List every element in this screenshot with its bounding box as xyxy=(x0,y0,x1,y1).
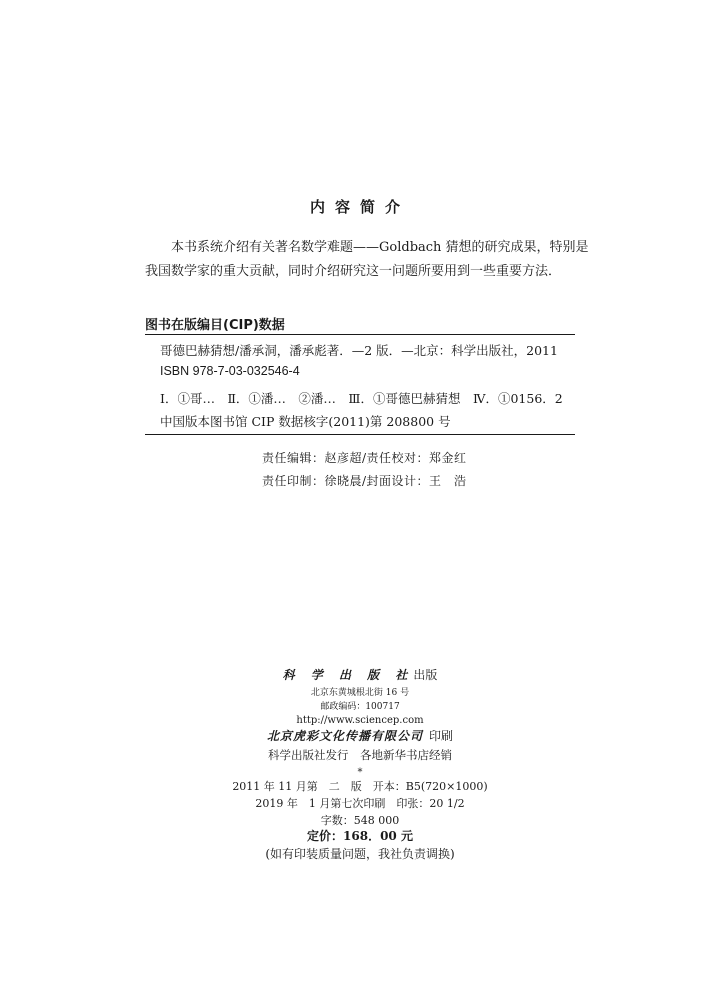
publisher-name: 科 学 出 版 社 xyxy=(282,668,414,682)
edition-format-line: 2011 年 11 月第 二 版 开本：B5(720×1000) xyxy=(232,780,488,793)
cip-isbn: ISBN 978-7-03-032546-4 xyxy=(160,364,300,378)
publisher-postcode: 邮政编码：100717 xyxy=(320,702,400,712)
cip-heading: 图书在版编目(CIP)数据 xyxy=(145,318,285,333)
printing-sheets-line: 2019 年 1 月第七次印刷 印张：20 1/2 xyxy=(255,797,465,810)
summary-title: 内容简介 xyxy=(309,198,410,216)
cip-data-number: 中国版本图书馆 CIP 数据核字(2011)第 208800 号 xyxy=(160,414,451,429)
quality-note: (如有印装质量问题，我社负责调换) xyxy=(265,847,455,861)
publisher-suffix: 出版 xyxy=(413,668,438,682)
price: 定价：168．00 元 xyxy=(307,829,413,843)
cip-classification: Ⅰ．①哥… Ⅱ．①潘… ②潘… Ⅲ．①哥德巴赫猜想 Ⅳ．①0156．2 xyxy=(160,391,563,406)
word-count: 字数：548 000 xyxy=(320,814,400,827)
cip-top-rule xyxy=(145,334,575,335)
cip-bottom-rule xyxy=(145,434,575,435)
publisher-url: http://www.sciencep.com xyxy=(296,715,424,726)
summary-paragraph-line-2: 我国数学家的重大贡献，同时介绍研究这一问题所要用到一些重要方法． xyxy=(145,264,562,279)
printer-name: 北京虎彩文化传播有限公司 xyxy=(266,729,423,743)
publisher-address: 北京东黄城根北街 16 号 xyxy=(310,688,410,698)
printing-cover-design-line: 责任印制：徐晓晨/封面设计：王 浩 xyxy=(262,474,467,488)
editor-proofreader-line: 责任编辑：赵彦超/责任校对：郑金红 xyxy=(262,451,467,465)
publisher-line xyxy=(0,668,720,682)
cip-record-line-1: 哥德巴赫猜想/潘承洞，潘承彪著．—2 版．—北京：科学出版社，2011 xyxy=(160,343,558,358)
printer-line xyxy=(0,729,720,743)
printer-suffix: 印刷 xyxy=(429,729,454,743)
divider-star: * xyxy=(357,767,363,778)
distributor-line: 科学出版社发行 各地新华书店经销 xyxy=(268,748,452,762)
summary-paragraph-line-1: 本书系统介绍有关著名数学难题——Goldbach 猜想的研究成果，特别是 xyxy=(171,240,589,255)
